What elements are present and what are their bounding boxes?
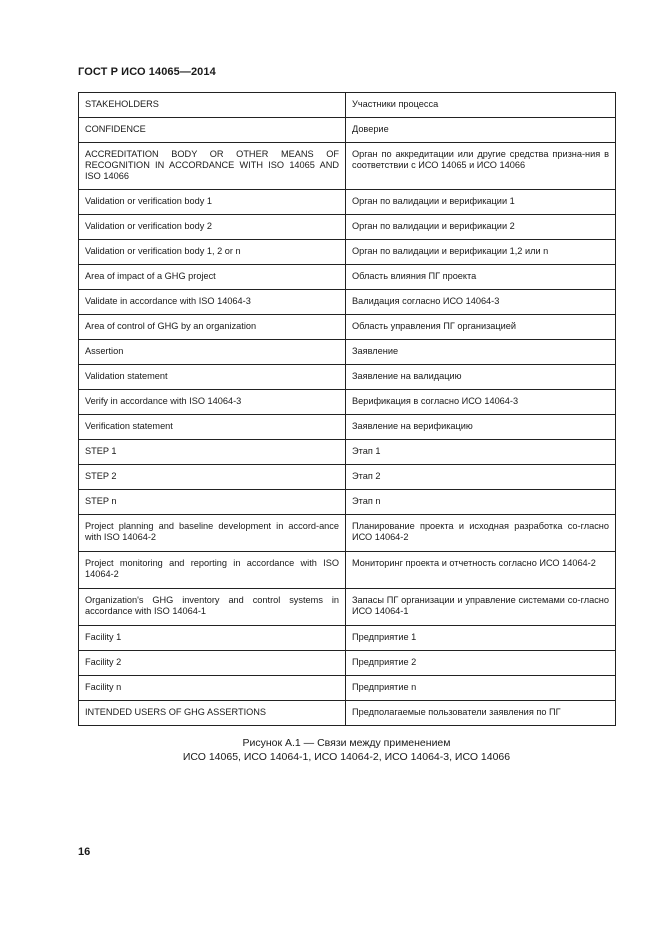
term-russian: Предполагаемые пользователи заявления по ПГ bbox=[346, 701, 616, 726]
term-english: Area of impact of a GHG project bbox=[79, 265, 346, 290]
term-russian: Орган по валидации и верификации 1 bbox=[346, 190, 616, 215]
table-row bbox=[79, 118, 616, 143]
term-russian: Заявление bbox=[346, 340, 616, 365]
term-english: Validation or verification body 1 bbox=[79, 190, 346, 215]
caption-line-2: ИСО 14065, ИСО 14064-1, ИСО 14064-2, ИСО 14064-3, ИСО 14066 bbox=[182, 751, 511, 763]
table-row bbox=[79, 626, 616, 651]
term-russian: Этап 2 bbox=[346, 465, 616, 490]
term-english: Validation statement bbox=[79, 365, 346, 390]
term-russian: Заявление на верификацию bbox=[346, 415, 616, 440]
table-row bbox=[79, 676, 616, 701]
table-row bbox=[79, 552, 616, 589]
term-english: Validation or verification body 2 bbox=[79, 215, 346, 240]
term-russian: Валидация согласно ИСО 14064-3 bbox=[346, 290, 616, 315]
terms-table bbox=[78, 92, 616, 726]
table-row bbox=[79, 240, 616, 265]
table-row bbox=[79, 490, 616, 515]
term-russian: Орган по валидации и верификации 2 bbox=[346, 215, 616, 240]
term-russian: Орган по аккредитации или другие средства призна-ния в соответствии с ИСО 14065 и ИСО 14066 bbox=[346, 143, 616, 190]
figure-caption bbox=[78, 736, 615, 764]
table-row bbox=[79, 365, 616, 390]
table-row bbox=[79, 143, 616, 190]
term-english: Organization's GHG inventory and control systems in accordance with ISO 14064-1 bbox=[79, 589, 346, 626]
term-russian: Заявление на валидацию bbox=[346, 365, 616, 390]
term-english: Facility 1 bbox=[79, 626, 346, 651]
table-row bbox=[79, 93, 616, 118]
term-english: STEP n bbox=[79, 490, 346, 515]
term-english: STEP 2 bbox=[79, 465, 346, 490]
term-english: Validation or verification body 1, 2 or n bbox=[79, 240, 346, 265]
term-russian: Участники процесса bbox=[346, 93, 616, 118]
table-row bbox=[79, 340, 616, 365]
term-russian: Верификация в согласно ИСО 14064-3 bbox=[346, 390, 616, 415]
term-russian: Область влияния ПГ проекта bbox=[346, 265, 616, 290]
term-russian: Предприятие 1 bbox=[346, 626, 616, 651]
term-english: STEP 1 bbox=[79, 440, 346, 465]
table-row bbox=[79, 190, 616, 215]
term-english: Verification statement bbox=[79, 415, 346, 440]
term-english: Validate in accordance with ISO 14064-3 bbox=[79, 290, 346, 315]
term-english: CONFIDENCE bbox=[79, 118, 346, 143]
term-russian: Мониторинг проекта и отчетность согласно ИСО 14064-2 bbox=[346, 552, 616, 589]
term-russian: Предприятие 2 bbox=[346, 651, 616, 676]
term-russian: Область управления ПГ организацией bbox=[346, 315, 616, 340]
term-english: INTENDED USERS OF GHG ASSERTIONS bbox=[79, 701, 346, 726]
term-english: Project planning and baseline development in accord-ance with ISO 14064-2 bbox=[79, 515, 346, 552]
caption-line-1: Рисунок А.1 — Связи между применением bbox=[242, 737, 451, 749]
table-row bbox=[79, 701, 616, 726]
table-row bbox=[79, 440, 616, 465]
document-header: ГОСТ Р ИСО 14065—2014 bbox=[78, 66, 216, 78]
term-english: STAKEHOLDERS bbox=[79, 93, 346, 118]
term-russian: Предприятие n bbox=[346, 676, 616, 701]
term-english: ACCREDITATION BODY OR OTHER MEANS OF RECOGNITION IN ACCORDANCE WITH ISO 14065 AND ISO 14066 bbox=[79, 143, 346, 190]
terms-table-body bbox=[79, 93, 616, 726]
term-russian: Орган по валидации и верификации 1,2 или n bbox=[346, 240, 616, 265]
term-english: Facility 2 bbox=[79, 651, 346, 676]
table-row bbox=[79, 415, 616, 440]
term-english: Verify in accordance with ISO 14064-3 bbox=[79, 390, 346, 415]
term-russian: Этап 1 bbox=[346, 440, 616, 465]
table-row bbox=[79, 265, 616, 290]
term-english: Assertion bbox=[79, 340, 346, 365]
table-row bbox=[79, 290, 616, 315]
table-row bbox=[79, 651, 616, 676]
term-russian: Этап n bbox=[346, 490, 616, 515]
term-english: Project monitoring and reporting in accordance with ISO 14064-2 bbox=[79, 552, 346, 589]
term-russian: Доверие bbox=[346, 118, 616, 143]
table-row bbox=[79, 315, 616, 340]
term-russian: Запасы ПГ организации и управление системами со-гласно ИСО 14064-1 bbox=[346, 589, 616, 626]
term-english: Facility n bbox=[79, 676, 346, 701]
table-row bbox=[79, 465, 616, 490]
term-russian: Планирование проекта и исходная разработка со-гласно ИСО 14064-2 bbox=[346, 515, 616, 552]
table-row bbox=[79, 215, 616, 240]
table-row bbox=[79, 589, 616, 626]
term-english: Area of control of GHG by an organization bbox=[79, 315, 346, 340]
page-number: 16 bbox=[78, 846, 91, 858]
table-row bbox=[79, 515, 616, 552]
table-row bbox=[79, 390, 616, 415]
